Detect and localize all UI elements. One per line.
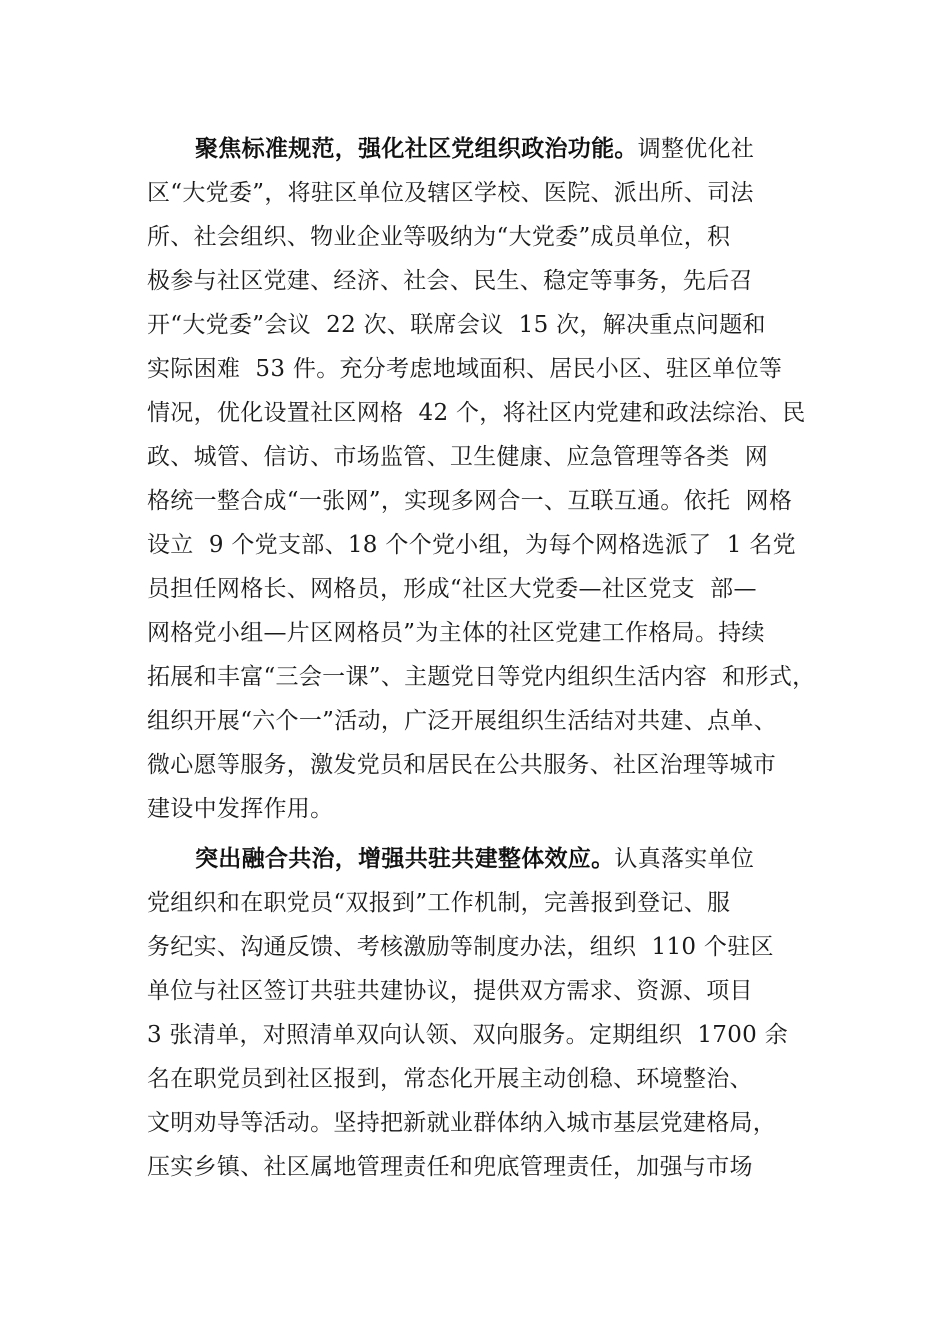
- text-line: 极参与社区党建、经济、社会、民生、稳定等事务，先后召: [147, 268, 753, 294]
- paragraph-1: [147, 127, 847, 831]
- text-line: 员担任网格长、网格员，形成“社区大党委—社区党支 部—: [147, 576, 757, 602]
- text-line: 网格党小组—片区网格员”为主体的社区党建工作格局。持续: [147, 620, 765, 646]
- text-line: 实际困难 53 件。充分考虑地域面积、居民小区、驻区单位等: [147, 356, 783, 382]
- text-line: 单位与社区签订共驻共建协议，提供双方需求、资源、项目: [147, 978, 753, 1004]
- text-line: 组织开展“六个一”活动，广泛开展组织生活结对共建、点单、: [147, 708, 777, 734]
- paragraph-first-line: [147, 127, 847, 171]
- text-line: 开“大党委”会议 22 次、联席会议 15 次，解决重点问题和: [147, 312, 766, 338]
- text-line: 格统一整合成“一张网”，实现多网合一、互联互通。依托 网格: [147, 488, 793, 514]
- text-line: 文明劝导等活动。坚持把新就业群体纳入城市基层党建格局，: [147, 1110, 777, 1136]
- document-body: [147, 127, 847, 1189]
- text-line: 情况，优化设置社区网格 42 个，将社区内党建和政法综治、民: [147, 400, 806, 426]
- text-line: 所、社会组织、物业企业等吸纳为“大党委”成员单位，积: [147, 224, 731, 250]
- text-line: 拓展和丰富“三会一课”、主题党日等党内组织生活内容 和形式，: [147, 664, 816, 690]
- paragraph-2: [147, 837, 847, 1189]
- text-line: 设立 9 个党支部、18 个个党小组，为每个网格选派了 1 名党: [147, 532, 796, 558]
- text-line: 政、城管、信访、市场监管、卫生健康、应急管理等各类 网: [147, 444, 769, 470]
- paragraph-text: 认真落实单位: [614, 846, 755, 872]
- text-line: 3 张清单，对照清单双向认领、双向服务。定期组织 1700 余: [147, 1022, 789, 1048]
- paragraph-heading: 聚焦标准规范，强化社区党组织政治功能。: [195, 136, 638, 162]
- paragraph-heading: 突出融合共治，增强共驻共建整体效应。: [195, 846, 615, 872]
- text-line: 名在职党员到社区报到，常态化开展主动创稳、环境整治、: [147, 1066, 753, 1092]
- paragraph-first-line: [147, 837, 847, 881]
- text-line: 党组织和在职党员“双报到”工作机制，完善报到登记、服: [147, 890, 731, 916]
- text-line: 微心愿等服务，激发党员和居民在公共服务、社区治理等城市: [147, 752, 777, 778]
- text-line: 建设中发挥作用。: [147, 796, 334, 822]
- paragraph-text: 调整优化社: [637, 136, 755, 162]
- text-line: 务纪实、沟通反馈、考核激励等制度办法，组织 110 个驻区: [147, 934, 774, 960]
- text-line: 区“大党委”，将驻区单位及辖区学校、医院、派出所、司法: [147, 180, 754, 206]
- text-line: 压实乡镇、社区属地管理责任和兜底管理责任，加强与市场: [147, 1154, 753, 1180]
